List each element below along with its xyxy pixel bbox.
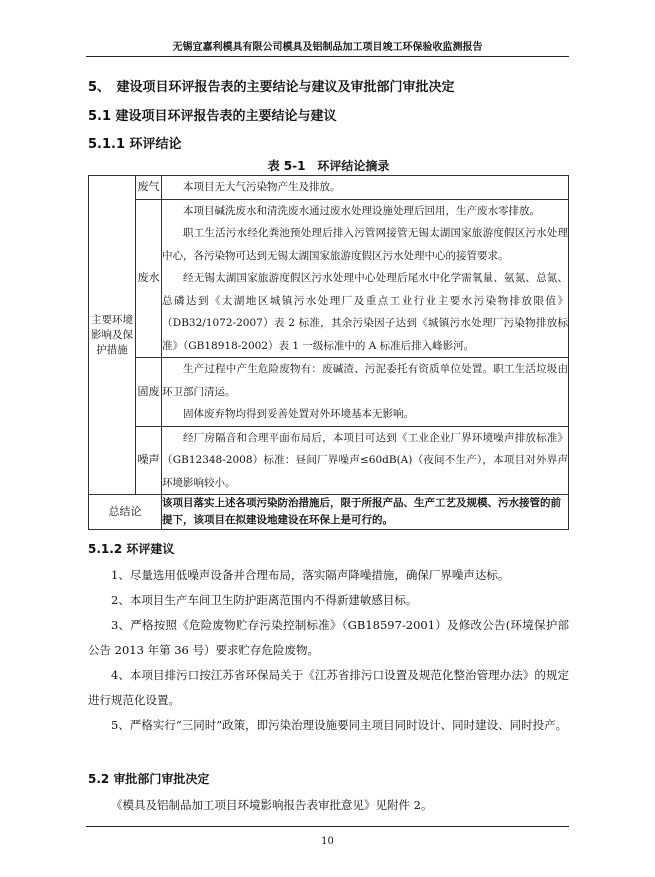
approval-text: 《模具及铝制品加工项目环境影响报告表审批意见》见附件 2。 [111, 798, 433, 812]
row-label-solid-waste: 固废 [136, 358, 162, 427]
paragraph: 经无锡太湖国家旅游度假区污水处理中心处理后尾水中化学需氧量、氨氮、总氮、总磷达到《太湖地区城镇污水处理厂及重点工业行业主要水污染物排放限值》（DB32/1072-2007）表 2 标准，其余污染因子达到《城镇污水处理厂污染物排放标准》（GB18918-2002）表 1 一级标准中的 A 标准后排入峰影河。 [162, 272, 568, 352]
recommendation-1: 1、尽量选用低噪声设备并合理布局，落实隔声降噪措施，确保厂界噪声达标。 [111, 568, 510, 582]
page-number: 10 [321, 836, 334, 847]
table-row [89, 176, 569, 200]
recommendation-2: 2、本项目生产车间卫生防护距离范围内不得新建敏感目标。 [111, 593, 418, 607]
paragraph: 固体废弃物均得到妥善处置对外环境基本无影响。 [183, 408, 414, 420]
document-header: 无锡宜嘉利模具有限公司模具及铝制品加工项目竣工环保验收监测报告 [86, 38, 569, 57]
section-5-1-heading: 5.1 建设项目环评报告表的主要结论与建议 [88, 109, 337, 124]
row-content-gas [162, 176, 569, 200]
row-label-gas: 废气 [136, 176, 162, 200]
conclusions-table [88, 175, 569, 530]
table-caption: 表 5-1 环评结论摘录 [267, 159, 390, 173]
footer-divider [86, 826, 569, 827]
recommendation-4: 4、本项目排污口按江苏省环保局关于《江苏省排污口设置及规范化整治管理办法》的规定进行规范化设置。 [88, 668, 569, 707]
row-content-noise [162, 426, 569, 495]
category-cell: 主要环境影响及保护措施 [89, 176, 136, 495]
table-row [89, 199, 569, 358]
paragraph: 生产过程中产生危险废物有：废碱渣、污泥委托有资质单位处置。职工生活垃圾由环卫部门清运。 [162, 363, 568, 398]
summary-text: 该项目落实上述各项污染防治措施后，限于所报产品、生产工艺及规模、污水接管的前提下，该项目在拟建设地建设在环保上是可行的。 [162, 495, 569, 530]
paragraph: 本项目无大气污染物产生及排放。 [183, 181, 341, 193]
summary-label: 总结论 [89, 495, 162, 530]
recommendation-5: 5、严格实行“三同时”政策，即污染治理设施要同主项目同时设计、同时建设、同时投产。 [111, 718, 568, 732]
recommendation-3: 3、严格按照《危险废物贮存污染控制标准》（GB18597-2001）及修改公告(环境保护部公告 2013 年第 36 号）要求贮存危险废物。 [88, 618, 569, 657]
section-5-1-2-heading: 5.1.2 环评建议 [88, 542, 175, 556]
row-label-water: 废水 [136, 199, 162, 358]
row-content-water [162, 199, 569, 358]
row-content-solid-waste [162, 358, 569, 427]
paragraph: 职工生活污水经化粪池预处理后排入污管网接管无锡太湖国家旅游度假区污水处理中心，各污染物可达到无锡太湖国家旅游度假区污水处理中心的接管要求。 [162, 227, 568, 262]
table-row [89, 495, 569, 530]
section-5-heading: 5、 建设项目环评报告表的主要结论与建议及审批部门审批决定 [88, 80, 455, 95]
paragraph: 经厂房隔音和合理平面布局后，本项目可达到《工业企业厂界环境噪声排放标准》（GB12348-2008）标准：昼间厂界噪声≤60dB(A)（夜间不生产），本项目对外界声环境影响较小。 [162, 431, 568, 489]
paragraph: 本项目碱洗废水和清洗废水通过废水处理设施处理后回用，生产废水零排放。 [183, 204, 540, 217]
row-label-noise: 噪声 [136, 426, 162, 495]
section-5-1-1-heading: 5.1.1 环评结论 [88, 137, 182, 152]
section-5-2-heading: 5.2 审批部门审批决定 [88, 772, 210, 786]
table-row [89, 358, 569, 427]
table-row [89, 426, 569, 495]
